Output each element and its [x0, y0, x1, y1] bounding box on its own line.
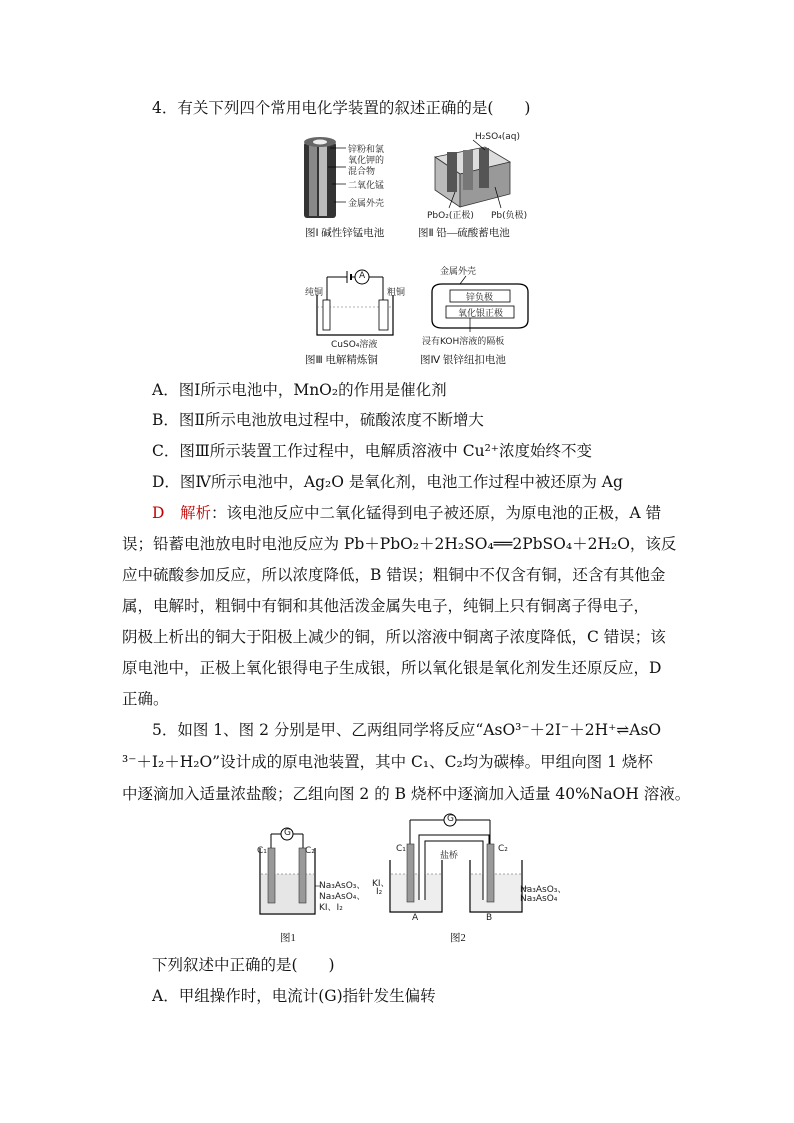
analysis-line-0: ：该电池反应中二氧化锰得到电子被还原，为原电池的正极，A 错 — [210, 504, 662, 522]
fig3-label-A: A — [359, 271, 366, 281]
q5-fig2-sol-1: Na₃AsO₄ — [520, 894, 558, 904]
figure-2-lead-acid — [425, 132, 535, 222]
q5-fig2-C1: C₁ — [396, 844, 406, 854]
q5-fig2-B: B — [486, 913, 493, 923]
q5-fig1-sol-0: Na₃AsO₃、 — [319, 881, 366, 891]
q5-fig2-caption: 图2 — [450, 933, 466, 944]
fig3-caption: 图Ⅲ 电解精炼铜 — [305, 355, 378, 366]
q4-analysis-first-line — [152, 503, 661, 523]
q5-fig2-C2: C₂ — [498, 844, 508, 854]
analysis-line-5: 原电池中，正极上氧化银得电子生成银，所以氧化银是氧化剂发生还原反应，D — [122, 659, 662, 677]
analysis-line-1: 误；铅蓄电池放电时电池反应为 Pb＋PbO₂＋2H₂SO₄══2PbSO₄＋2H₂O，该反 — [122, 535, 677, 553]
q5-fig2-A: A — [412, 913, 419, 923]
q4-answer: D — [152, 504, 165, 522]
fig2-label-0: H₂SO₄(aq) — [475, 132, 521, 142]
q5-fig1-sol-2: KI、I₂ — [319, 903, 343, 913]
analysis-label: 解析 — [179, 504, 211, 522]
q4-option-b: B．图Ⅱ所示电池放电过程中，硫酸浓度不断增大 — [152, 411, 484, 429]
fig2-label-1: PbO₂(正极) — [427, 211, 474, 221]
q4-stem: 4．有关下列四个常用电化学装置的叙述正确的是( ) — [152, 99, 531, 117]
fig4-label-0: 金属外壳 — [440, 267, 477, 277]
analysis-line-6: 正确。 — [122, 690, 169, 708]
analysis-line-3: 属，电解时，粗铜中有铜和其他活泼金属失电子，纯铜上只有铜离子得电子， — [122, 597, 650, 615]
fig1-caption: 图Ⅰ 碱性锌锰电池 — [305, 228, 385, 239]
q5-fig1-sol-1: Na₃AsO₄、 — [319, 892, 366, 902]
q4-option-c: C．图Ⅲ所示装置工作过程中，电解质溶液中 Cu²⁺浓度始终不变 — [152, 442, 592, 460]
fig4-label-3: 浸有KOH溶液的隔板 — [422, 337, 505, 347]
q5-fig1-C2: C₂ — [305, 846, 315, 856]
fig1-label-0: 锌粉和氯 — [348, 145, 385, 155]
figure-3-electrolysis — [305, 265, 415, 350]
q5-stem-line-1: ³⁻＋I₂＋H₂O”设计成的原电池装置，其中 C₁、C₂均为碳棒。甲组向图 1 烧杯 — [122, 753, 653, 771]
q5-fig2-G: G — [447, 814, 454, 824]
fig1-label-3: 二氧化锰 — [348, 181, 385, 191]
fig4-caption: 图Ⅳ 银锌纽扣电池 — [420, 355, 506, 366]
fig1-label-2: 混合物 — [348, 167, 376, 177]
figure-4-button-cell — [420, 262, 540, 350]
q5-question: 下列叙述中正确的是( ) — [152, 956, 335, 974]
q5-option-a: A．甲组操作时，电流计(G)指针发生偏转 — [152, 987, 436, 1005]
q5-fig2-KI: KI、 — [372, 879, 390, 889]
q5-fig2-I2: I₂ — [376, 887, 383, 897]
analysis-line-4: 阴极上析出的铜大于阳极上减少的铜，所以溶液中铜离子浓度降低，C 错误；该 — [122, 628, 666, 646]
fig1-label-1: 氧化钾的 — [348, 156, 385, 166]
fig3-label-3: CuSO₄溶液 — [331, 340, 378, 350]
q4-option-a: A．图Ⅰ所示电池中，MnO₂的作用是催化剂 — [152, 381, 447, 399]
q5-fig1-caption: 图1 — [280, 933, 296, 944]
q5-fig1-G: G — [284, 828, 291, 838]
fig4-label-2: 氧化银正极 — [458, 309, 504, 319]
q5-fig2-salt-bridge: 盐桥 — [440, 851, 459, 861]
fig4-label-1: 锌负极 — [466, 293, 494, 303]
q4-option-d: D．图Ⅳ所示电池中，Ag₂O 是氧化剂，电池工作过程中被还原为 Ag — [152, 473, 623, 491]
fig3-label-2: 粗铜 — [387, 288, 406, 298]
q5-figure-2 — [370, 810, 570, 925]
q5-fig2-sol-0: Na₃AsO₃、 — [520, 885, 567, 895]
fig2-label-2: Pb(负极) — [491, 211, 528, 221]
q5-stem-line-0: 5．如图 1、图 2 分别是甲、乙两组同学将反应“AsO³⁻＋2I⁻＋2H⁺⇌AsO — [152, 721, 662, 739]
figure-1-battery — [300, 132, 410, 222]
fig3-label-1: 纯铜 — [305, 288, 324, 298]
analysis-line-2: 应中硫酸参加反应，所以浓度降低，B 错误；粗铜中不仅含有铜，还含有其他金 — [122, 566, 666, 584]
q5-stem-line-2: 中逐滴加入适量浓盐酸；乙组向图 2 的 B 烧杯中逐滴加入适量 40%NaOH 溶液。 — [122, 785, 691, 803]
q5-figure-1 — [255, 826, 383, 926]
q5-fig1-C1: C₁ — [257, 846, 267, 856]
fig1-label-4: 金属外壳 — [348, 199, 385, 209]
fig2-caption: 图Ⅱ 铅—硫酸蓄电池 — [418, 228, 510, 239]
